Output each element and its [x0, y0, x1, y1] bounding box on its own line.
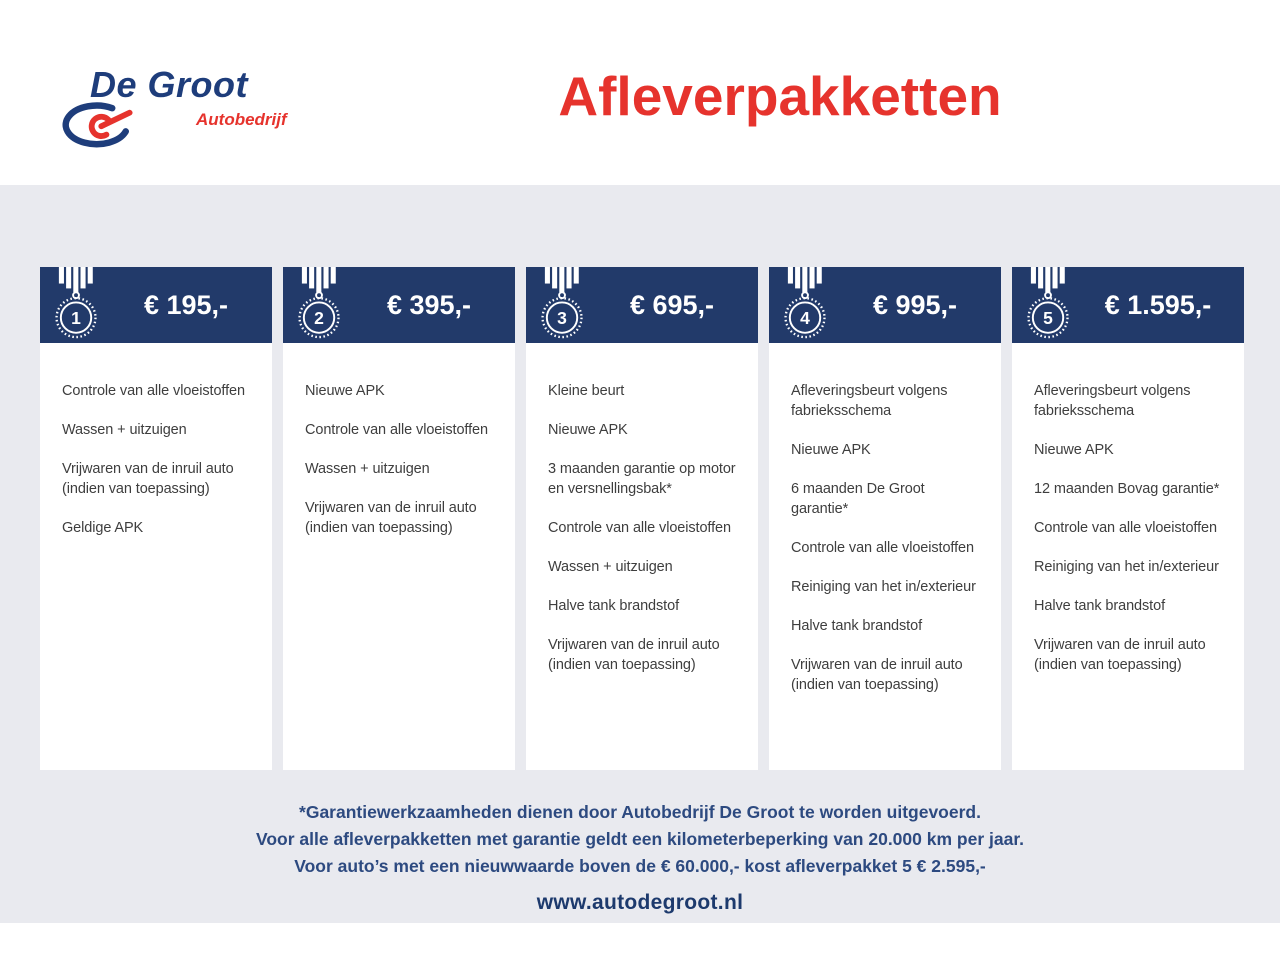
list-item: Nieuwe APK: [305, 383, 385, 399]
footnotes: [0, 799, 1280, 880]
medal-2-icon: [297, 267, 343, 341]
package-4-body: [769, 343, 1001, 770]
list-item: Nieuwe APK: [1034, 442, 1114, 458]
list-item: Wassen + uitzuigen: [62, 422, 187, 438]
list-item: 12 maanden Bovag garantie*: [1034, 481, 1220, 497]
list-item: Vrijwaren van de inruil auto (indien van toepassing): [548, 637, 720, 673]
package-5-header: [1012, 267, 1244, 343]
footnote-line-3: Voor auto’s met een nieuwwaarde boven de € 60.000,- kost afleverpakket 5 € 2.595,-: [294, 856, 986, 876]
medal-1-icon: [54, 267, 100, 341]
logo-subtitle: Autobedrijf: [196, 110, 287, 129]
medal-3-icon: [540, 267, 586, 341]
package-1-body: [40, 343, 272, 770]
list-item: Reiniging van het in/exterieur: [1034, 559, 1219, 575]
list-item: Controle van alle vloeistoffen: [62, 383, 245, 399]
package-card-2: [283, 267, 515, 770]
medal-1-number: 1: [71, 307, 81, 328]
list-item: Halve tank brandstof: [548, 598, 679, 614]
page-title: Afleverpakketten: [558, 65, 1002, 127]
package-3-header: [526, 267, 758, 343]
list-item: Halve tank brandstof: [791, 618, 922, 634]
list-item: Halve tank brandstof: [1034, 598, 1165, 614]
package-5-price: € 1.595,-: [1104, 289, 1212, 320]
website-link[interactable]: www.autodegroot.nl: [536, 891, 744, 914]
package-4-items: [791, 381, 981, 695]
medal-4-icon: [783, 267, 829, 341]
package-3-items: [548, 381, 738, 675]
medal-4-number: 4: [800, 307, 810, 328]
package-2-items: [305, 381, 495, 538]
package-5-items: [1034, 381, 1224, 675]
list-item: Vrijwaren van de inruil auto (indien van toepassing): [791, 657, 963, 693]
list-item: Wassen + uitzuigen: [548, 559, 673, 575]
list-item: Wassen + uitzuigen: [305, 461, 430, 477]
package-2-header: [283, 267, 515, 343]
package-cards: [40, 267, 1244, 770]
list-item: Afleveringsbeurt volgens fabrieksschema: [791, 383, 948, 419]
list-item: Vrijwaren van de inruil auto (indien van toepassing): [305, 500, 477, 536]
list-item: Reiniging van het in/exterieur: [791, 579, 976, 595]
package-2-body: [283, 343, 515, 770]
list-item: Controle van alle vloeistoffen: [1034, 520, 1217, 536]
list-item: Nieuwe APK: [548, 422, 628, 438]
package-card-3: [526, 267, 758, 770]
list-item: Afleveringsbeurt volgens fabrieksschema: [1034, 383, 1191, 419]
footnote-line-2: Voor alle afleverpakketten met garantie geldt een kilometerbeperking van 20.000 km per jaar.: [255, 829, 1025, 849]
package-3-body: [526, 343, 758, 770]
header-band: [0, 0, 1280, 185]
medal-5-number: 5: [1043, 307, 1053, 328]
list-item: Kleine beurt: [548, 383, 625, 399]
medal-5-icon: [1026, 267, 1072, 341]
bottom-band: [0, 923, 1280, 960]
package-3-price: € 695,-: [629, 289, 715, 320]
list-item: 3 maanden garantie op motor en versnellingsbak*: [548, 461, 736, 497]
company-logo: [38, 58, 318, 158]
list-item: Vrijwaren van de inruil auto (indien van toepassing): [1034, 637, 1206, 673]
package-1-header: [40, 267, 272, 343]
package-4-price: € 995,-: [872, 289, 958, 320]
logo-company-name: De Groot: [90, 64, 249, 105]
list-item: Nieuwe APK: [791, 442, 871, 458]
list-item: Vrijwaren van de inruil auto (indien van toepassing): [62, 461, 234, 497]
package-1-price: € 195,-: [143, 289, 229, 320]
list-item: Controle van alle vloeistoffen: [548, 520, 731, 536]
list-item: Geldige APK: [62, 520, 144, 536]
footnote-line-1: *Garantiewerkzaamheden dienen door Autobedrijf De Groot te worden uitgevoerd.: [299, 802, 981, 822]
package-card-4: [769, 267, 1001, 770]
package-card-1: [40, 267, 272, 770]
package-5-body: [1012, 343, 1244, 770]
list-item: Controle van alle vloeistoffen: [305, 422, 488, 438]
package-card-5: [1012, 267, 1244, 770]
package-4-header: [769, 267, 1001, 343]
medal-3-number: 3: [557, 307, 567, 328]
list-item: Controle van alle vloeistoffen: [791, 540, 974, 556]
list-item: 6 maanden De Groot garantie*: [791, 481, 925, 517]
package-1-items: [62, 381, 252, 538]
medal-2-number: 2: [314, 307, 324, 328]
package-2-price: € 395,-: [386, 289, 472, 320]
